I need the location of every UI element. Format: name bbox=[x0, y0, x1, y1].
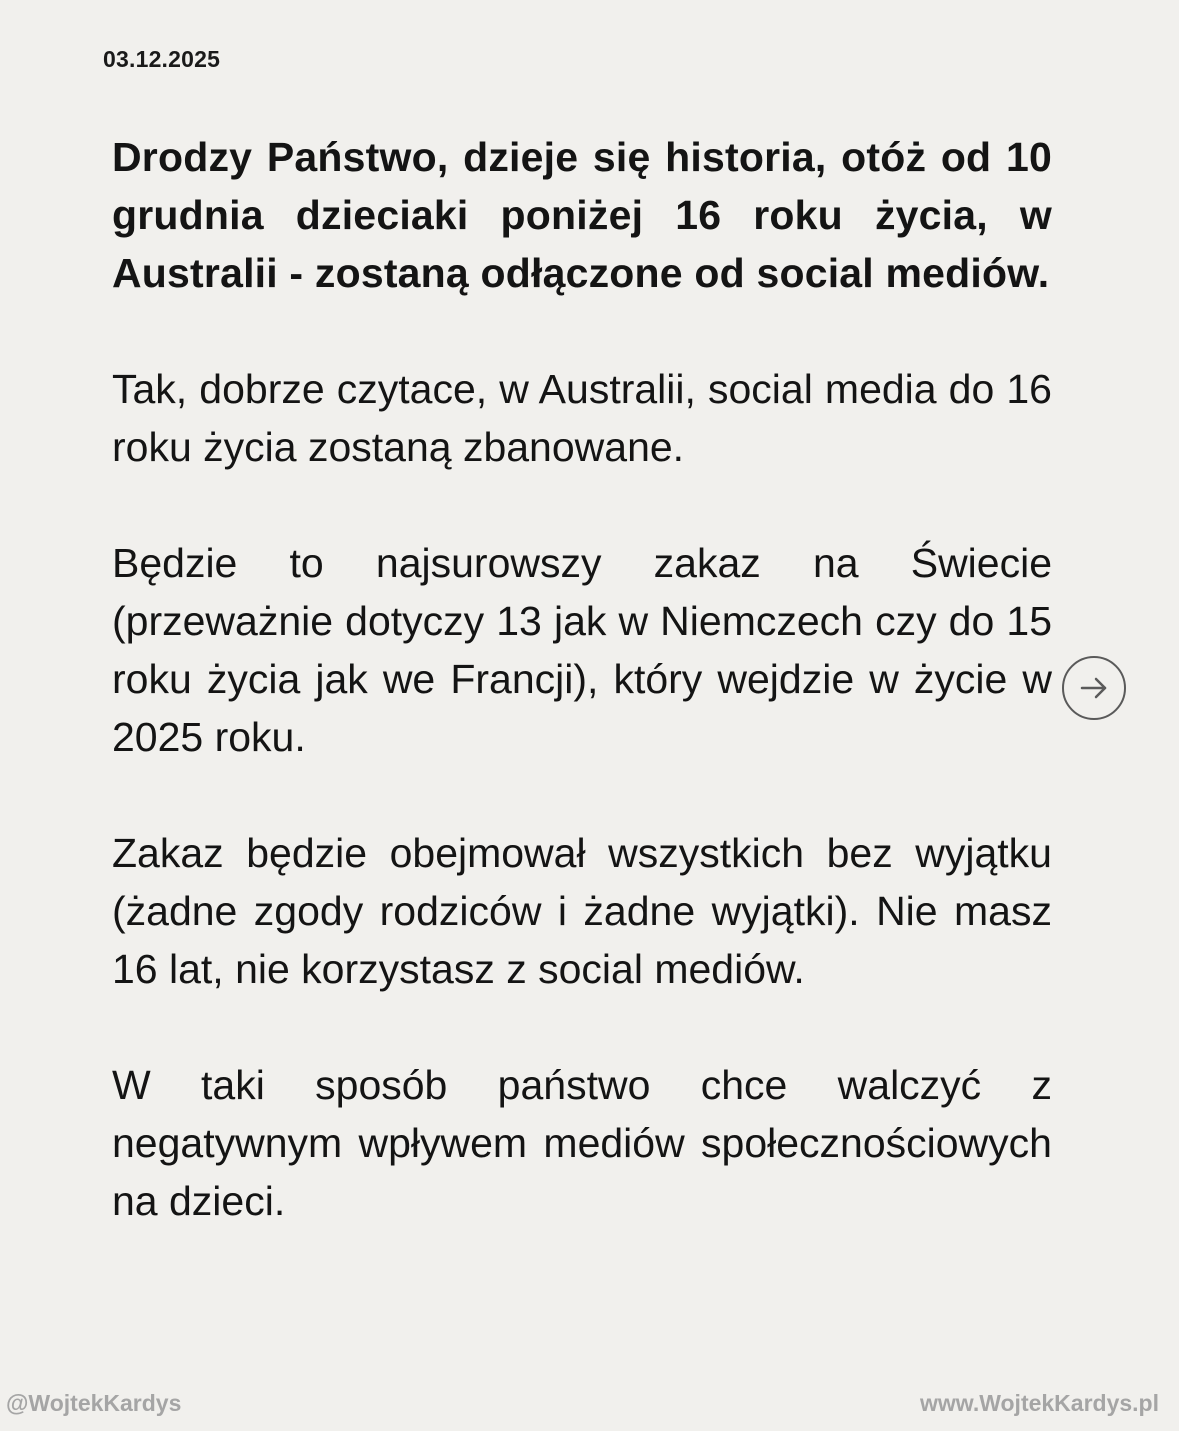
post-date: 03.12.2025 bbox=[103, 46, 221, 72]
next-slide-button[interactable] bbox=[1062, 656, 1126, 720]
body-paragraph: W taki sposób państwo chce walczyć z negatywnym wpływem mediów społecznościowych na dzieci. bbox=[112, 1062, 1052, 1224]
paragraph-spacer bbox=[112, 476, 1052, 534]
body-paragraph: Tak, dobrze czytace, w Australii, social media do 16 roku życia zostaną zbanowane. bbox=[112, 366, 1052, 470]
paragraph-spacer bbox=[112, 998, 1052, 1056]
post-body bbox=[112, 128, 1052, 1230]
paragraph-spacer bbox=[112, 302, 1052, 360]
arrow-right-icon bbox=[1077, 671, 1111, 705]
website-link[interactable]: www.WojtekKardys.pl bbox=[920, 1390, 1159, 1416]
author-handle: @WojtekKardys bbox=[6, 1390, 182, 1416]
lead-paragraph: Drodzy Państwo, dzieje się historia, otóż od 10 grudnia dzieciaki poniżej 16 roku życia, w Australii - zostaną odłączone od social mediów. bbox=[112, 134, 1052, 296]
paragraph-spacer bbox=[112, 766, 1052, 824]
body-paragraph: Będzie to najsurowszy zakaz na Świecie (przeważnie dotyczy 13 jak w Niemczech czy do 15 roku życia jak we Francji), który wejdzie w życie w 2025 roku. bbox=[112, 540, 1052, 760]
body-paragraph: Zakaz będzie obejmował wszystkich bez wyjątku (żadne zgody rodziców i żadne wyjątki). Nie masz 16 lat, nie korzystasz z social mediów. bbox=[112, 830, 1052, 992]
